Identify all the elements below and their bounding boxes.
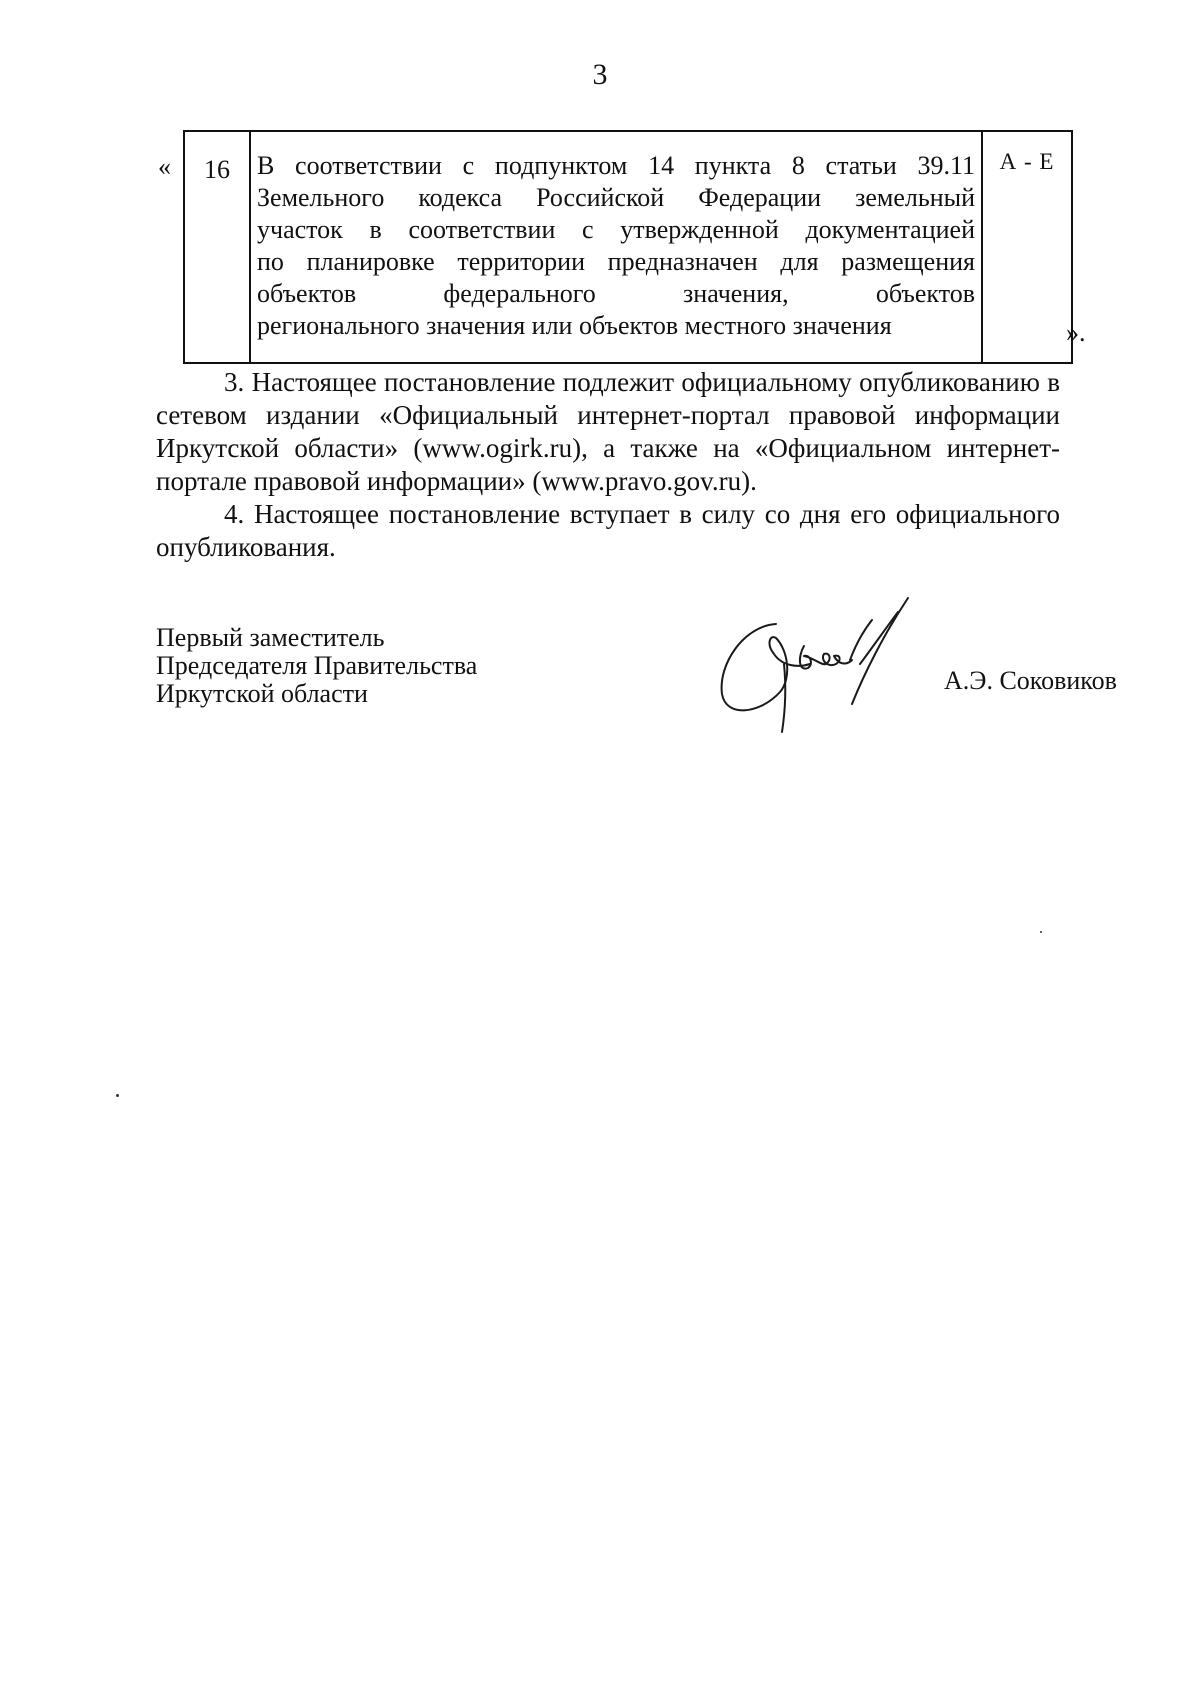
row-text-line: по планировке территории предназначен для размещения xyxy=(257,247,975,276)
quote-close: ». xyxy=(1066,318,1086,347)
row-text-line: объектов федерального значения, объектов xyxy=(257,279,975,308)
body-text xyxy=(156,366,1060,564)
row-text-line: Земельного кодекса Российской Федерации земельный xyxy=(257,183,975,212)
signer-name: А.Э. Соковиков xyxy=(944,666,1117,695)
handwritten-signature xyxy=(714,594,934,744)
scan-speck xyxy=(116,1094,119,1097)
page-number: 3 xyxy=(592,58,608,91)
scan-speck xyxy=(1040,931,1042,933)
quote-open: « xyxy=(158,152,171,181)
table-row xyxy=(184,131,1072,363)
row-text-line: регионального значения или объектов местного значения xyxy=(257,311,892,340)
row-text-line: участок в соответствии с утвержденной документацией xyxy=(257,215,975,244)
position-line: Первый заместитель xyxy=(156,623,385,652)
row-zones: А - Е xyxy=(982,131,1072,363)
position-line: Председателя Правительства xyxy=(156,651,478,680)
row-text xyxy=(250,131,982,363)
amendment-table xyxy=(183,130,1073,364)
paragraph-4: 4. Настоящее постановление вступает в силу со дня его официального опубликования. xyxy=(156,499,1060,562)
paragraph-3: 3. Настоящее постановление подлежит официальному опубликованию в сетевом издании «Официальный интернет-портал правовой информации Иркутской области» (www.ogirk.ru), а также на «Официальном интернет-портале правовой информации» (www.pravo.gov.ru). xyxy=(156,367,1060,496)
row-text-line: В соответствии с подпунктом 14 пункта 8 статьи 39.11 xyxy=(257,151,975,180)
position-line: Иркутской области xyxy=(156,679,368,708)
row-number: 16 xyxy=(184,131,250,363)
signatory-position xyxy=(156,624,477,708)
